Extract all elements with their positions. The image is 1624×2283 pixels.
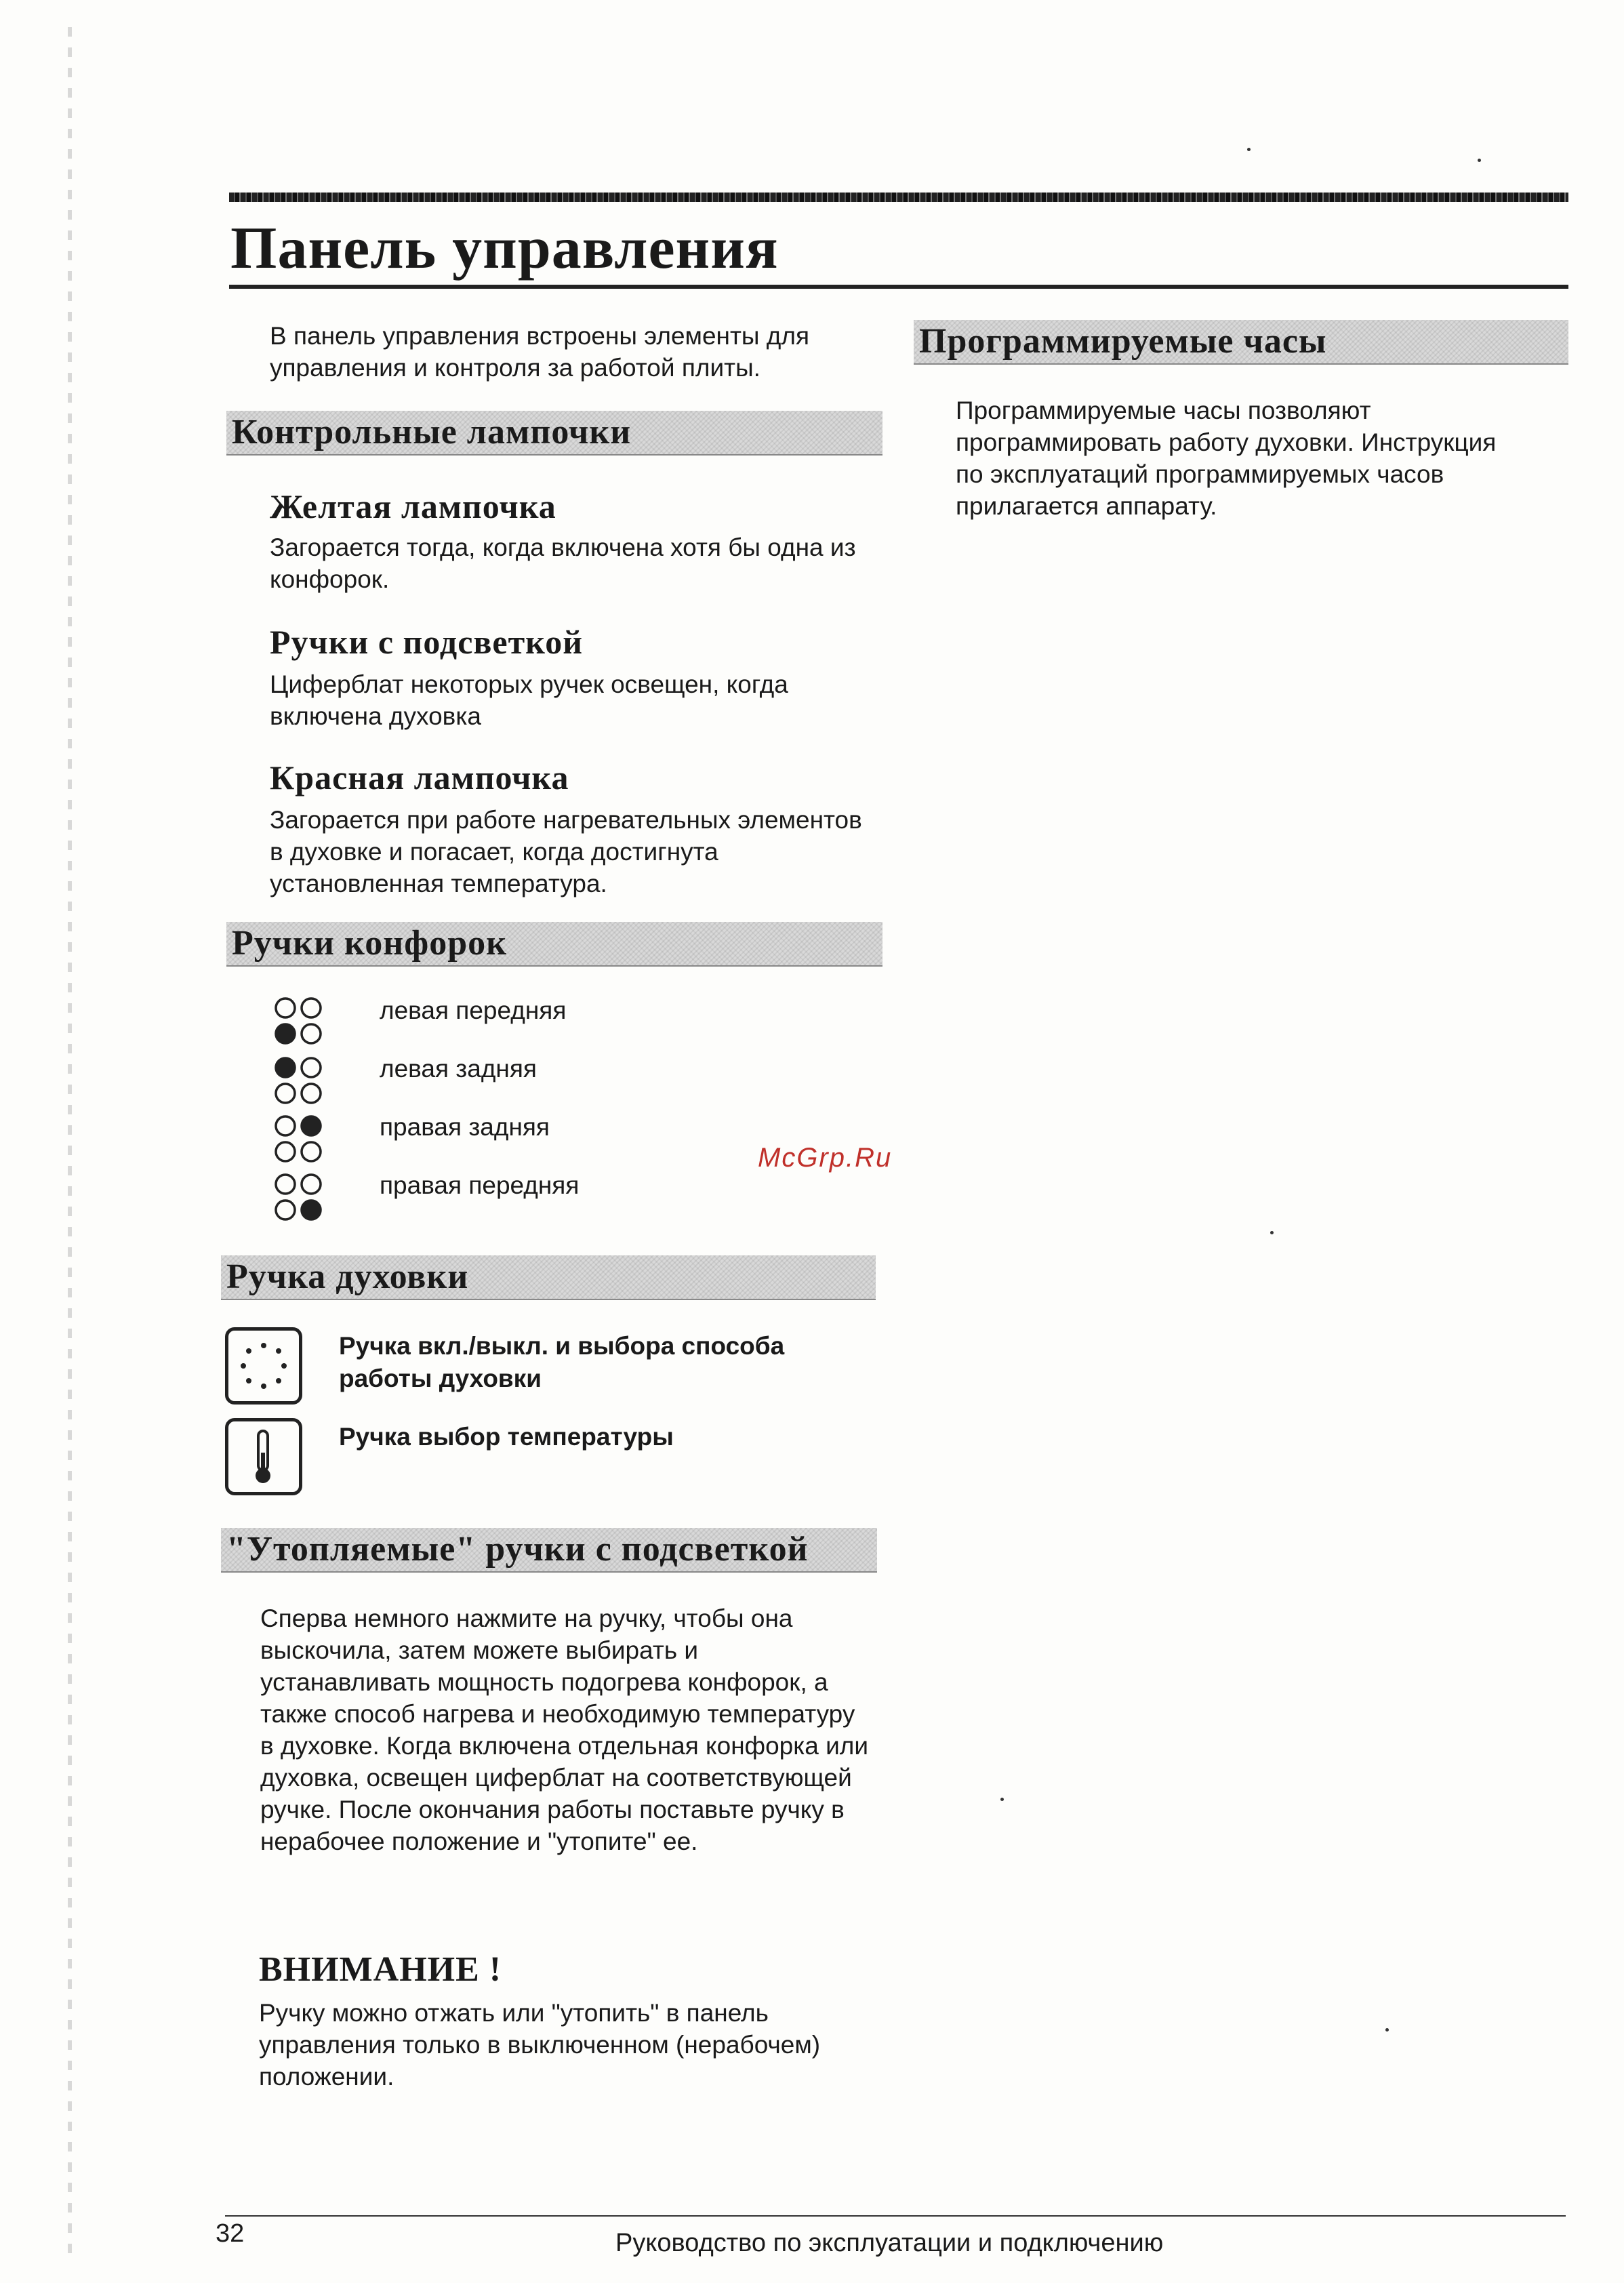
section-oven-knob [221,1255,876,1300]
section-heading: Ручка духовки [226,1257,469,1296]
burner-label: правая задняя [380,1113,550,1141]
scan-edge [68,27,72,2264]
section-heading: "Утопляемые" ручки с подсветкой [226,1530,809,1569]
burner-rear-right-icon [272,1113,324,1165]
page-number: 32 [216,2219,245,2248]
red-lamp-text: Загорается при работе нагревательных элементов в духовке и погасает, когда достигнута установленная температура. [270,806,862,897]
scan-speck [1385,2028,1389,2032]
footer-text: Руководство по эксплуатации и подключению [615,2229,1164,2257]
retractable-knobs-text: Сперва немного нажмите на ручку, чтобы она выскочила, затем можете выбирать и устанавливать мощность подогрева конфорок, а также способ нагрева и необходимую температуру в духовке. Когда включена отдельная конфорка или духовка, освещен циферблат на соответствующей ручке. После окончания работы поставьте ручку в нерабочее положение и "утопите" ее. [260,1604,869,1855]
yellow-lamp-text: Загорается тогда, когда включена хотя бы одна из конфорок. [270,533,856,593]
scan-speck [1270,1231,1274,1234]
scan-speck [1478,159,1481,162]
section-indicator-lamps [226,411,882,456]
oven-mode-dial-icon [225,1327,302,1405]
header-bar [229,193,1568,202]
section-heading: Программируемые часы [919,322,1327,361]
section-heading: Контрольные лампочки [232,413,632,451]
intro-text: В панель управления встроены элементы для управления и контроля за работой плиты. [270,322,810,382]
section-retractable-knobs [221,1528,877,1573]
page-title: Панель управления [230,216,779,281]
section-heading: Ручки конфорок [232,924,508,963]
temperature-knob-label: Ручка выбор температуры [339,1423,674,1451]
title-rule [229,285,1568,289]
burner-label: правая передняя [380,1171,580,1199]
burner-rear-left-icon [272,1055,324,1106]
lit-knobs-title: Ручки с подсветкой [270,623,584,661]
burner-front-right-icon [272,1171,324,1223]
burner-front-left-icon [272,995,324,1047]
yellow-lamp-title: Желтая лампочка [270,487,556,525]
section-programmable-clock [914,320,1568,365]
red-lamp-title: Красная лампочка [270,759,569,796]
burner-label: левая передняя [380,996,567,1024]
lit-knobs-text: Циферблат некоторых ручек освещен, когда включена духовка [270,670,788,730]
oven-mode-knob-label: Ручка вкл./выкл. и выбора способа работы духовки [339,1332,785,1392]
scan-speck [1247,148,1251,151]
scan-speck [1000,1798,1004,1801]
programmable-clock-text: Программируемые часы позволяют программировать работу духовки. Инструкция по эксплуатаций программируемых часов прилагается аппарату. [956,397,1497,520]
footer-rule [225,2215,1566,2217]
thermometer-icon [225,1418,302,1495]
watermark: McGrp.Ru [758,1143,893,1173]
section-burner-knobs [226,922,882,967]
burner-label: левая задняя [380,1055,537,1083]
warning-title: ВНИМАНИЕ ! [259,1950,502,1989]
warning-text: Ручку можно отжать или "утопить" в панель управления только в выключенном (нерабочем) положении. [259,1999,821,2090]
